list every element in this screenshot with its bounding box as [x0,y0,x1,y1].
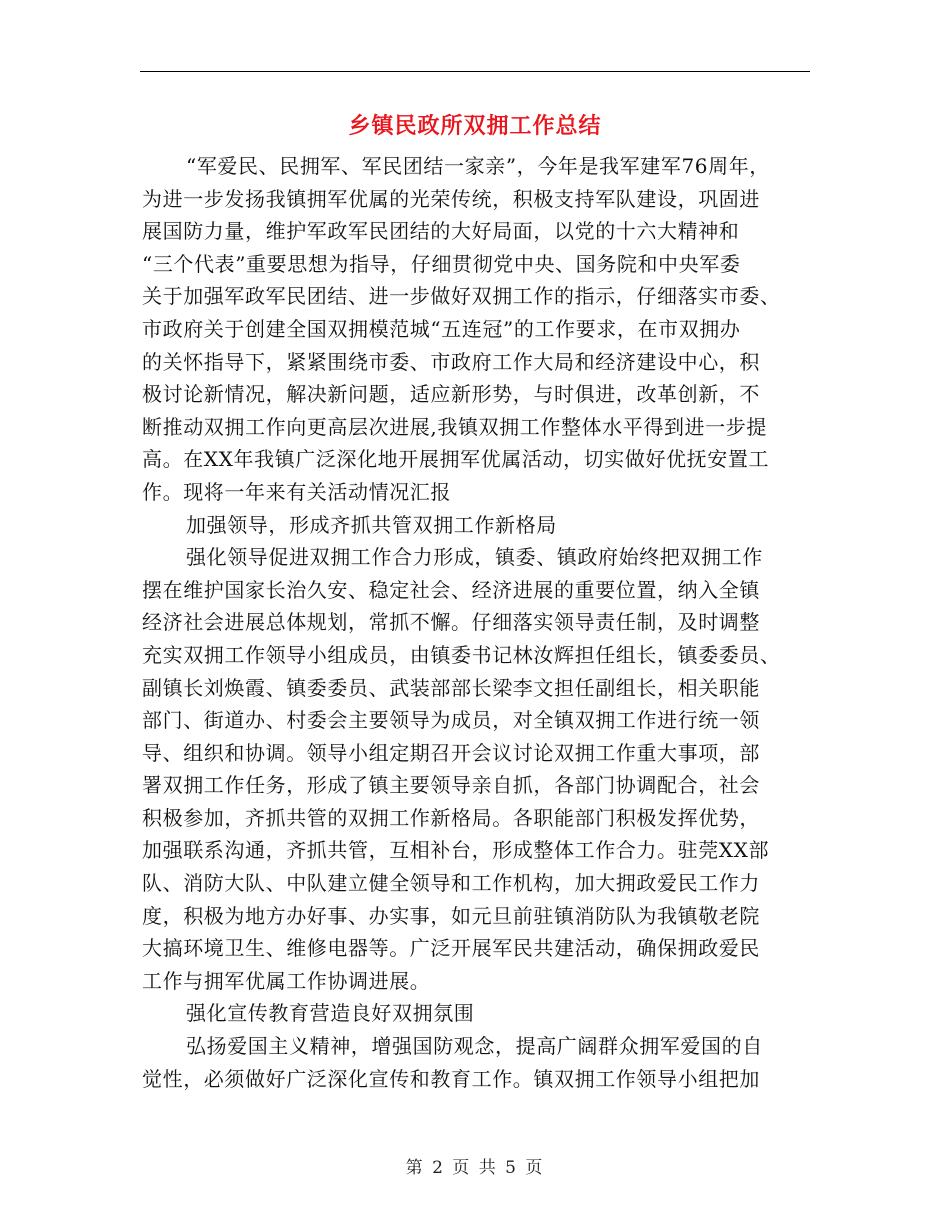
text-line: 导、组织和协调。领导小组定期召开会议讨论双拥工作重大事项，部 [142,740,760,765]
text-line: 工作与拥军优属工作协调进展。 [142,968,431,993]
page-footer: 第 2 页 共 5 页 [405,1158,545,1178]
text-line: 摆在维护国家长治久安、稳定社会、经济进展的重要位置，纳入全镇 [142,577,760,602]
text-line: 的关怀指导下，紧紧围绕市委、市政府工作大局和经济建设中心，积 [142,349,760,374]
text-line: “三个代表”重要思想为指导，仔细贯彻党中央、国务院和中央军委 [142,251,741,276]
text-line: 加强联系沟通，齐抓共管，互相补台，形成整体工作合力。驻莞XX部 [142,838,770,863]
text-line: 部门、街道办、村委会主要领导为成员，对全镇双拥工作进行统一领 [142,708,760,733]
text-line: 觉性，必须做好广泛深化宣传和教育工作。镇双拥工作领导小组把加 [142,1066,760,1091]
text-line: 大搞环境卫生、维修电器等。广泛开展军民共建活动，确保拥政爱民 [142,936,760,961]
text-line: 高。在XX年我镇广泛深化地开展拥军优属活动，切实做好优抚安置工 [142,447,770,472]
text-line: 作。现将一年来有关活动情况汇报 [142,479,451,504]
text-line: 强化宣传教育营造良好双拥氛围 [186,1001,475,1026]
text-line: 署双拥工作任务，形成了镇主要领导亲自抓，各部门协调配合，社会 [142,773,760,798]
text-line: 队、消防大队、中队建立健全领导和工作机构，加大拥政爱民工作力 [142,871,760,896]
text-line: 断推动双拥工作向更高层次进展,我镇双拥工作整体水平得到进一步提 [142,414,767,439]
text-line: 经济社会进展总体规划，常抓不懈。仔细落实领导责任制，及时调整 [142,610,760,635]
text-line: 积极参加，齐抓共管的双拥工作新格局。各职能部门积极发挥优势， [142,805,760,830]
header-rule [140,71,810,72]
text-line: 加强领导，形成齐抓共管双拥工作新格局 [186,512,557,537]
text-line: 极讨论新情况，解决新问题，适应新形势，与时俱进，改革创新，不 [142,382,760,407]
document-body [142,150,822,1095]
text-line: 副镇长刘焕霞、镇委委员、武装部部长梁李文担任副组长，相关职能 [142,675,760,700]
text-line: 为进一步发扬我镇拥军优属的光荣传统，积极支持军队建设，巩固进 [142,186,760,211]
text-line: “军爱民、民拥军、军民团结一家亲”，今年是我军建军76周年， [186,154,770,178]
text-line: 关于加强军政军民团结、进一步做好双拥工作的指示，仔细落实市委、 [142,284,781,309]
text-line: 展国防力量，维护军政军民团结的大好局面，以党的十六大精神和 [142,219,740,244]
text-line: 度，积极为地方办好事、办实事，如元旦前驻镇消防队为我镇敬老院 [142,903,760,928]
text-line: 强化领导促进双拥工作合力形成，镇委、镇政府始终把双拥工作 [186,545,763,570]
text-line: 充实双拥工作领导小组成员，由镇委书记林汝辉担任组长，镇委委员、 [142,642,781,667]
text-line: 弘扬爱国主义精神，增强国防观念，提高广阔群众拥军爱国的自 [186,1034,763,1059]
text-line: 市政府关于创建全国双拥模范城“五连冠”的工作要求，在市双拥办 [142,316,741,341]
document-title: 乡镇民政所双拥工作总结 [348,113,602,139]
